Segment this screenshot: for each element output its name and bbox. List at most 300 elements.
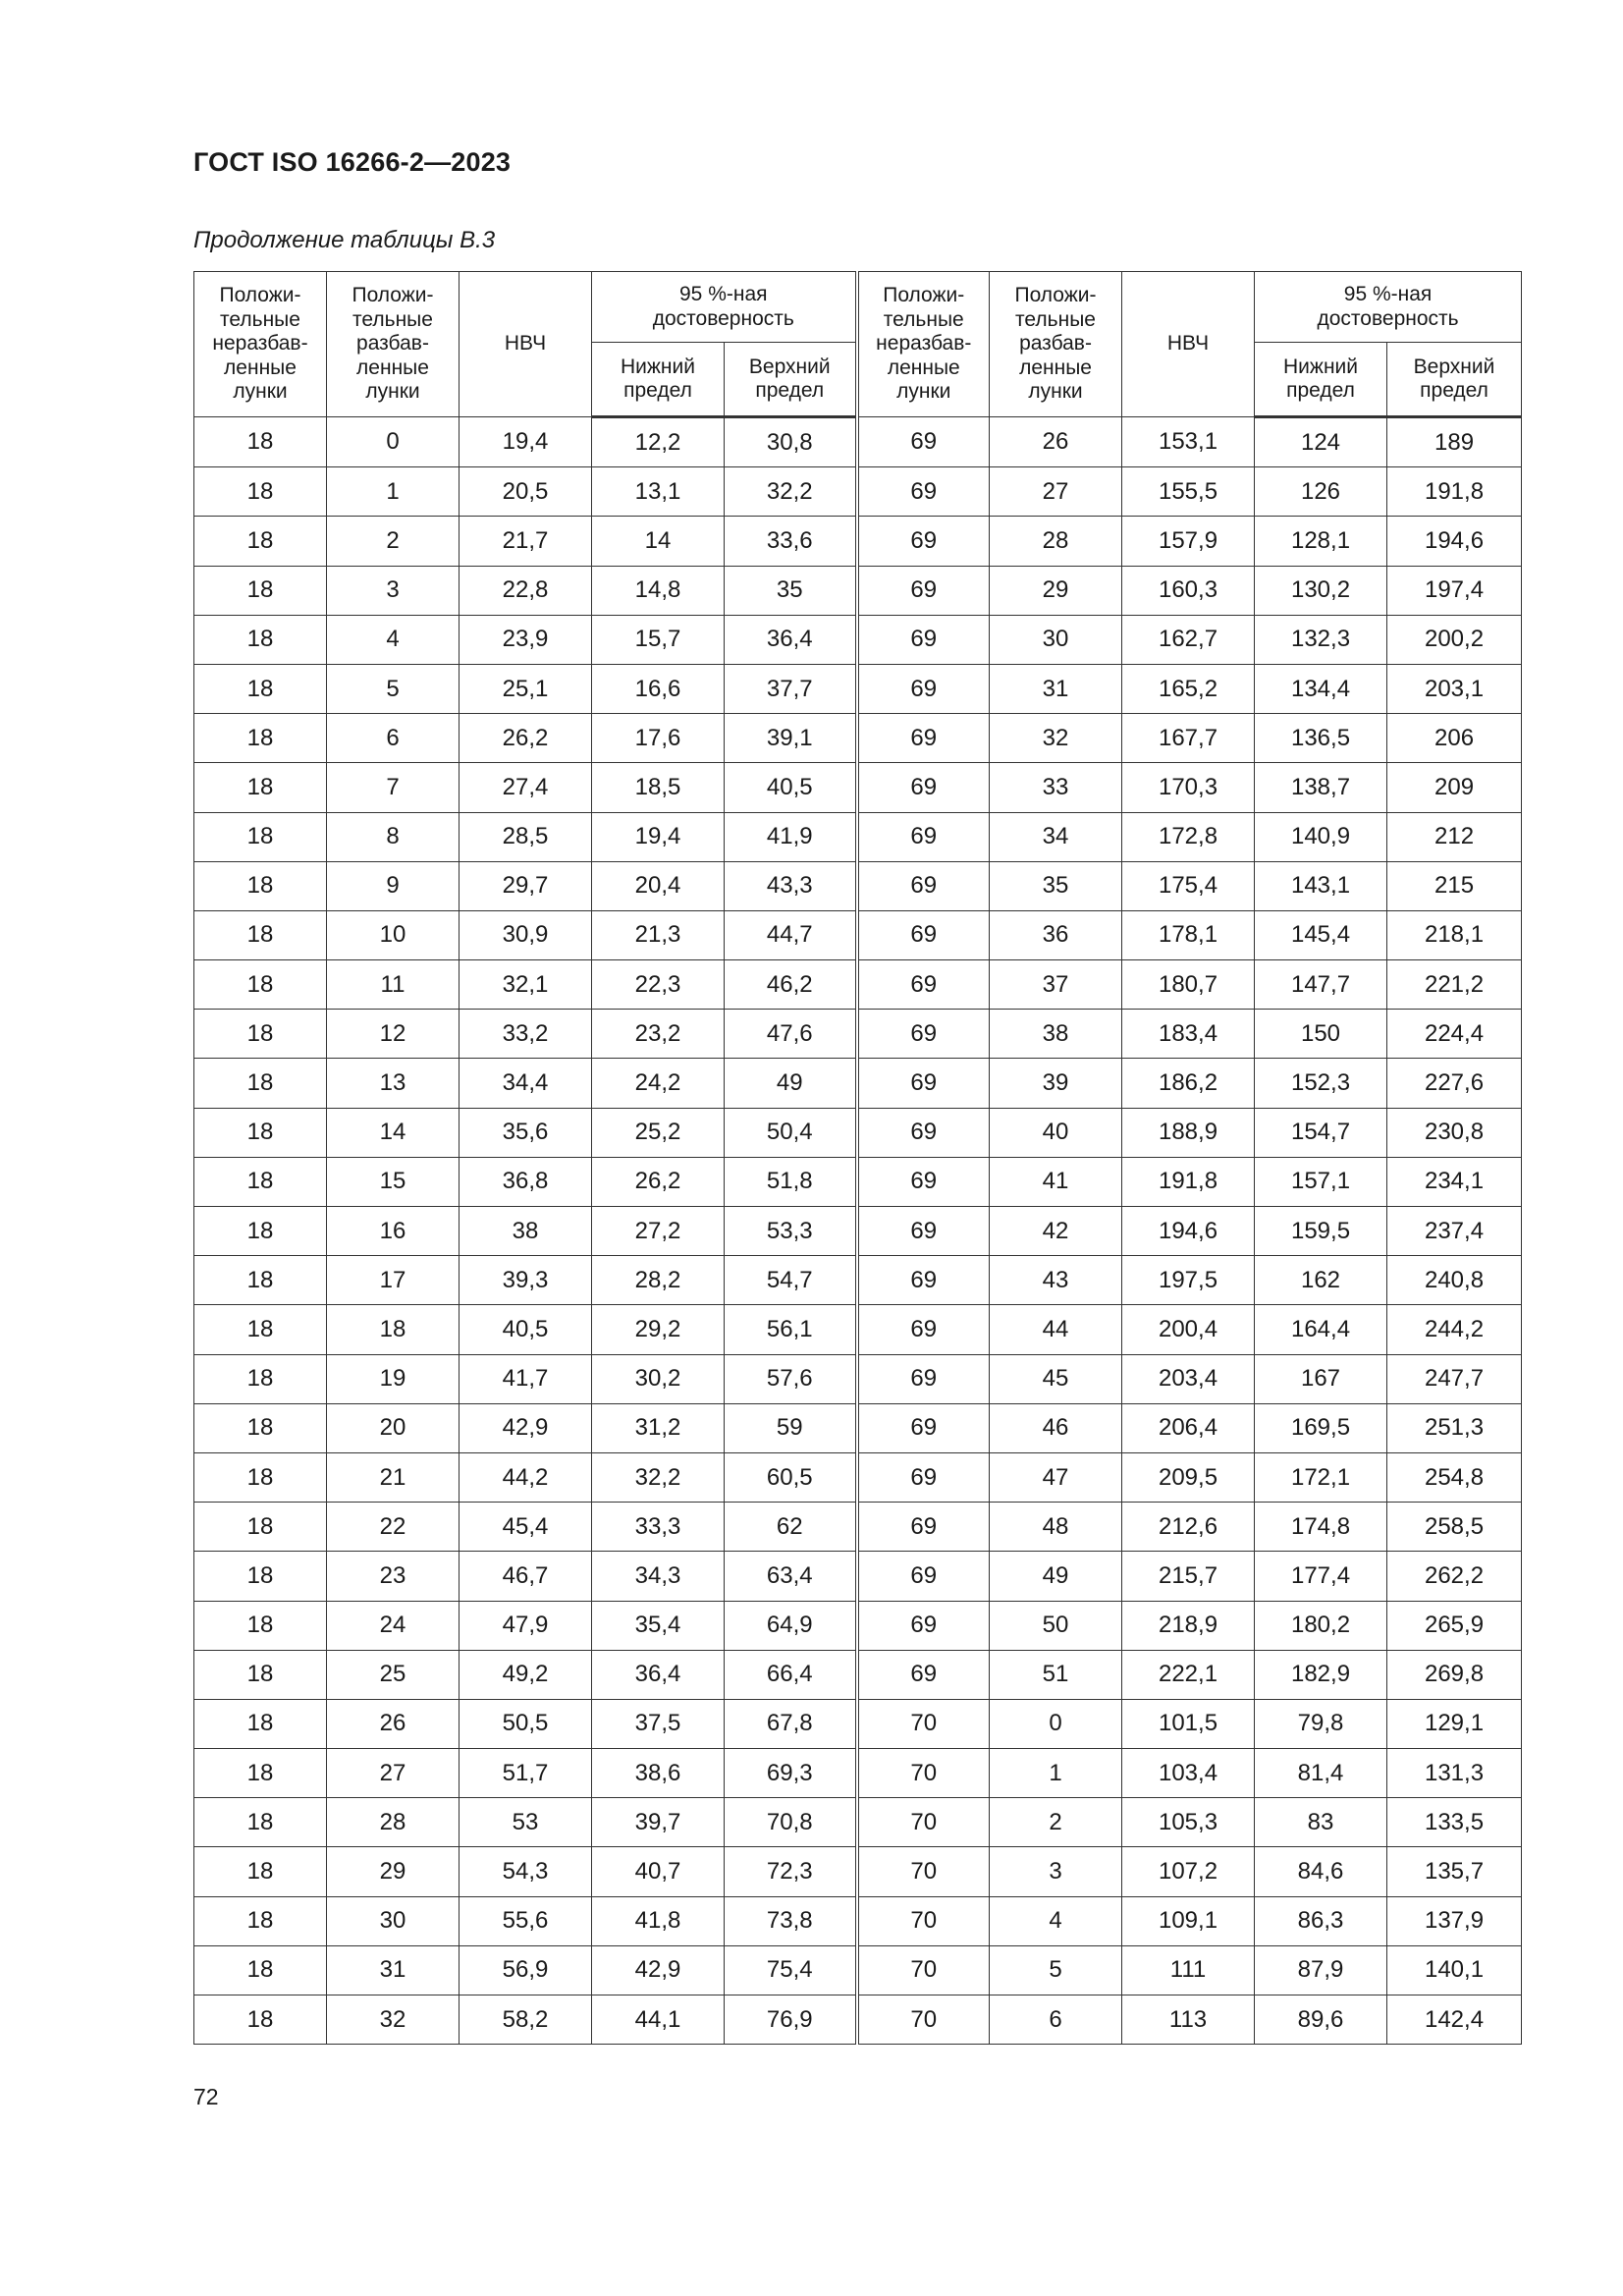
- table-cell: 175,4: [1122, 861, 1255, 910]
- table-row: [194, 1305, 1522, 1354]
- table-cell: 76,9: [725, 1995, 857, 2045]
- table-cell: 15: [327, 1157, 460, 1206]
- table-cell: 28: [327, 1798, 460, 1847]
- table-cell: 27,4: [460, 763, 592, 812]
- table-header: [194, 272, 1522, 417]
- table-cell: 8: [327, 812, 460, 861]
- table-cell: 70,8: [725, 1798, 857, 1847]
- table-cell: 25,1: [460, 664, 592, 713]
- table-cell: 109,1: [1122, 1896, 1255, 1945]
- table-cell: 162,7: [1122, 615, 1255, 664]
- table-cell: 26,2: [592, 1157, 725, 1206]
- table-cell: 69: [857, 1650, 990, 1699]
- table-cell: 22: [327, 1503, 460, 1552]
- table-cell: 86,3: [1255, 1896, 1387, 1945]
- table-cell: 165,2: [1122, 664, 1255, 713]
- table-cell: 159,5: [1255, 1207, 1387, 1256]
- table-cell: 128,1: [1255, 517, 1387, 566]
- table-cell: 1: [327, 467, 460, 517]
- header-upper-limit: Верхний предел: [1387, 343, 1522, 417]
- table-cell: 70: [857, 1699, 990, 1748]
- table-cell: 111: [1122, 1945, 1255, 1995]
- table-cell: 56,9: [460, 1945, 592, 1995]
- table-cell: 14: [592, 517, 725, 566]
- table-cell: 135,7: [1387, 1847, 1522, 1896]
- table-row: [194, 566, 1522, 615]
- table-cell: 25: [327, 1650, 460, 1699]
- header-lower-limit: Нижний предел: [592, 343, 725, 417]
- table-cell: 18: [194, 664, 327, 713]
- table-cell: 33,3: [592, 1503, 725, 1552]
- table-cell: 18: [194, 763, 327, 812]
- table-cell: 69: [857, 1108, 990, 1157]
- table-cell: 133,5: [1387, 1798, 1522, 1847]
- table-row: [194, 664, 1522, 713]
- table-row: [194, 910, 1522, 959]
- table-cell: 18: [194, 1256, 327, 1305]
- table-cell: 147,7: [1255, 960, 1387, 1010]
- table-cell: 27,2: [592, 1207, 725, 1256]
- table-cell: 50,5: [460, 1699, 592, 1748]
- table-cell: 69: [857, 1403, 990, 1452]
- table-row: [194, 1207, 1522, 1256]
- table-cell: 21,3: [592, 910, 725, 959]
- table-cell: 180,2: [1255, 1601, 1387, 1650]
- table-cell: 182,9: [1255, 1650, 1387, 1699]
- table-cell: 200,2: [1387, 615, 1522, 664]
- table-cell: 30,2: [592, 1354, 725, 1403]
- table-cell: 12: [327, 1010, 460, 1059]
- table-cell: 172,8: [1122, 812, 1255, 861]
- table-cell: 28: [990, 517, 1122, 566]
- table-cell: 41: [990, 1157, 1122, 1206]
- table-cell: 44,2: [460, 1452, 592, 1502]
- table-cell: 18: [194, 1798, 327, 1847]
- table-cell: 9: [327, 861, 460, 910]
- table-cell: 34,4: [460, 1059, 592, 1108]
- table-cell: 18: [194, 1108, 327, 1157]
- table-row: [194, 1108, 1522, 1157]
- table-cell: 18: [194, 1354, 327, 1403]
- table-cell: 70: [857, 1847, 990, 1896]
- table-row: [194, 1749, 1522, 1798]
- table-row: [194, 1403, 1522, 1452]
- table-cell: 209: [1387, 763, 1522, 812]
- table-cell: 36,4: [592, 1650, 725, 1699]
- table-cell: 178,1: [1122, 910, 1255, 959]
- table-cell: 18: [194, 1945, 327, 1995]
- table-cell: 49: [725, 1059, 857, 1108]
- table-cell: 18: [194, 1749, 327, 1798]
- table-cell: 18: [194, 1059, 327, 1108]
- table-cell: 18: [327, 1305, 460, 1354]
- table-cell: 53: [460, 1798, 592, 1847]
- table-cell: 18: [194, 1699, 327, 1748]
- table-cell: 26: [327, 1699, 460, 1748]
- table-cell: 70: [857, 1995, 990, 2045]
- table-cell: 18,5: [592, 763, 725, 812]
- table-cell: 11: [327, 960, 460, 1010]
- table-cell: 206: [1387, 714, 1522, 763]
- table-cell: 227,6: [1387, 1059, 1522, 1108]
- header-confidence: 95 %-ная достоверность: [592, 272, 857, 343]
- table-cell: 18: [194, 1552, 327, 1601]
- table-cell: 131,3: [1387, 1749, 1522, 1798]
- table-cell: 73,8: [725, 1896, 857, 1945]
- table-cell: 23: [327, 1552, 460, 1601]
- table-cell: 174,8: [1255, 1503, 1387, 1552]
- table-cell: 29,7: [460, 861, 592, 910]
- table-cell: 215: [1387, 861, 1522, 910]
- table-cell: 126: [1255, 467, 1387, 517]
- table-cell: 43: [990, 1256, 1122, 1305]
- table-cell: 41,7: [460, 1354, 592, 1403]
- table-cell: 244,2: [1387, 1305, 1522, 1354]
- table-cell: 39,3: [460, 1256, 592, 1305]
- header-positive-undiluted: Положи- тельные неразбав- ленные лунки: [857, 272, 990, 417]
- table-cell: 186,2: [1122, 1059, 1255, 1108]
- table-cell: 3: [327, 566, 460, 615]
- table-cell: 87,9: [1255, 1945, 1387, 1995]
- table-cell: 35: [725, 566, 857, 615]
- table-row: [194, 714, 1522, 763]
- table-cell: 49: [990, 1552, 1122, 1601]
- table-row: [194, 615, 1522, 664]
- table-cell: 39: [990, 1059, 1122, 1108]
- table-cell: 18: [194, 910, 327, 959]
- table-cell: 30,9: [460, 910, 592, 959]
- table-cell: 157,9: [1122, 517, 1255, 566]
- table-cell: 41,8: [592, 1896, 725, 1945]
- table-cell: 39,7: [592, 1798, 725, 1847]
- table-row: [194, 1847, 1522, 1896]
- table-cell: 50: [990, 1601, 1122, 1650]
- table-cell: 32,2: [592, 1452, 725, 1502]
- table-cell: 53,3: [725, 1207, 857, 1256]
- table-cell: 237,4: [1387, 1207, 1522, 1256]
- table-body: [194, 417, 1522, 2045]
- table-cell: 19,4: [592, 812, 725, 861]
- table-cell: 69: [857, 763, 990, 812]
- table-row: [194, 763, 1522, 812]
- table-cell: 69: [857, 1601, 990, 1650]
- table-cell: 32,1: [460, 960, 592, 1010]
- table-cell: 197,5: [1122, 1256, 1255, 1305]
- table-cell: 48: [990, 1503, 1122, 1552]
- table-cell: 169,5: [1255, 1403, 1387, 1452]
- table-cell: 69: [857, 1207, 990, 1256]
- table-cell: 47: [990, 1452, 1122, 1502]
- table-cell: 69: [857, 664, 990, 713]
- table-cell: 30: [990, 615, 1122, 664]
- table-cell: 39,1: [725, 714, 857, 763]
- table-cell: 23,2: [592, 1010, 725, 1059]
- table-cell: 172,1: [1255, 1452, 1387, 1502]
- table-cell: 1: [990, 1749, 1122, 1798]
- table-cell: 69: [857, 1503, 990, 1552]
- table-cell: 20: [327, 1403, 460, 1452]
- table-cell: 38: [460, 1207, 592, 1256]
- header-mpn: НВЧ: [460, 272, 592, 417]
- table-cell: 21,7: [460, 517, 592, 566]
- table-cell: 105,3: [1122, 1798, 1255, 1847]
- header-positive-diluted: Положи- тельные разбав- ленные лунки: [327, 272, 460, 417]
- table-cell: 262,2: [1387, 1552, 1522, 1601]
- table-cell: 153,1: [1122, 417, 1255, 467]
- table-cell: 18: [194, 1601, 327, 1650]
- mpn-table: [193, 271, 1522, 2045]
- table-cell: 28,2: [592, 1256, 725, 1305]
- table-cell: 51,8: [725, 1157, 857, 1206]
- table-cell: 69: [857, 1059, 990, 1108]
- table-cell: 10: [327, 910, 460, 959]
- table-cell: 69: [857, 714, 990, 763]
- table-cell: 188,9: [1122, 1108, 1255, 1157]
- table-cell: 4: [990, 1896, 1122, 1945]
- table-cell: 66,4: [725, 1650, 857, 1699]
- table-cell: 194,6: [1122, 1207, 1255, 1256]
- table-cell: 155,5: [1122, 467, 1255, 517]
- table-cell: 69: [857, 910, 990, 959]
- table-cell: 69: [857, 1256, 990, 1305]
- table-cell: 26,2: [460, 714, 592, 763]
- table-cell: 142,4: [1387, 1995, 1522, 2045]
- table-cell: 251,3: [1387, 1403, 1522, 1452]
- table-cell: 19,4: [460, 417, 592, 467]
- table-cell: 17,6: [592, 714, 725, 763]
- table-cell: 69: [857, 467, 990, 517]
- table-cell: 209,5: [1122, 1452, 1255, 1502]
- table-cell: 16: [327, 1207, 460, 1256]
- table-cell: 81,4: [1255, 1749, 1387, 1798]
- table-cell: 189: [1387, 417, 1522, 467]
- table-cell: 247,7: [1387, 1354, 1522, 1403]
- table-cell: 63,4: [725, 1552, 857, 1601]
- table-cell: 218,9: [1122, 1601, 1255, 1650]
- table-cell: 18: [194, 1995, 327, 2045]
- table-cell: 221,2: [1387, 960, 1522, 1010]
- table-cell: 18: [194, 517, 327, 566]
- table-cell: 14: [327, 1108, 460, 1157]
- table-cell: 34,3: [592, 1552, 725, 1601]
- table-cell: 69: [857, 1552, 990, 1601]
- table-cell: 70: [857, 1945, 990, 1995]
- table-cell: 20,5: [460, 467, 592, 517]
- table-row: [194, 417, 1522, 467]
- table-cell: 138,7: [1255, 763, 1387, 812]
- table-cell: 18: [194, 417, 327, 467]
- table-cell: 43,3: [725, 861, 857, 910]
- table-cell: 69: [857, 566, 990, 615]
- table-cell: 18: [194, 1847, 327, 1896]
- table-cell: 46,7: [460, 1552, 592, 1601]
- table-cell: 54,3: [460, 1847, 592, 1896]
- table-cell: 59: [725, 1403, 857, 1452]
- table-cell: 22,3: [592, 960, 725, 1010]
- table-cell: 24,2: [592, 1059, 725, 1108]
- table-cell: 29: [990, 566, 1122, 615]
- table-cell: 16,6: [592, 664, 725, 713]
- table-cell: 69: [857, 1010, 990, 1059]
- table-cell: 69,3: [725, 1749, 857, 1798]
- table-cell: 203,1: [1387, 664, 1522, 713]
- table-cell: 47,9: [460, 1601, 592, 1650]
- table-cell: 269,8: [1387, 1650, 1522, 1699]
- table-cell: 35,4: [592, 1601, 725, 1650]
- table-cell: 69: [857, 1354, 990, 1403]
- table-cell: 70: [857, 1896, 990, 1945]
- table-cell: 152,3: [1255, 1059, 1387, 1108]
- table-cell: 40,5: [460, 1305, 592, 1354]
- table-cell: 69: [857, 861, 990, 910]
- table-cell: 13: [327, 1059, 460, 1108]
- table-cell: 18: [194, 1452, 327, 1502]
- table-cell: 3: [990, 1847, 1122, 1896]
- table-cell: 206,4: [1122, 1403, 1255, 1452]
- table-cell: 89,6: [1255, 1995, 1387, 2045]
- table-row: [194, 812, 1522, 861]
- table-cell: 18: [194, 1305, 327, 1354]
- table-cell: 132,3: [1255, 615, 1387, 664]
- table-cell: 212,6: [1122, 1503, 1255, 1552]
- table-cell: 103,4: [1122, 1749, 1255, 1798]
- table-cell: 222,1: [1122, 1650, 1255, 1699]
- table-cell: 51,7: [460, 1749, 592, 1798]
- document-title: ГОСТ ISO 16266-2—2023: [193, 147, 512, 177]
- table-cell: 134,4: [1255, 664, 1387, 713]
- table-row: [194, 517, 1522, 566]
- table-row: [194, 1157, 1522, 1206]
- table-cell: 56,1: [725, 1305, 857, 1354]
- table-cell: 47,6: [725, 1010, 857, 1059]
- table-cell: 154,7: [1255, 1108, 1387, 1157]
- header-mpn: НВЧ: [1122, 272, 1255, 417]
- table-cell: 200,4: [1122, 1305, 1255, 1354]
- table-cell: 21: [327, 1452, 460, 1502]
- table-cell: 230,8: [1387, 1108, 1522, 1157]
- table-cell: 40,7: [592, 1847, 725, 1896]
- table-cell: 70: [857, 1749, 990, 1798]
- table-cell: 167,7: [1122, 714, 1255, 763]
- table-cell: 18: [194, 861, 327, 910]
- table-cell: 69: [857, 1305, 990, 1354]
- table-cell: 22,8: [460, 566, 592, 615]
- table-cell: 31: [327, 1945, 460, 1995]
- table-cell: 40: [990, 1108, 1122, 1157]
- table-cell: 25,2: [592, 1108, 725, 1157]
- table-cell: 167: [1255, 1354, 1387, 1403]
- table-cell: 15,7: [592, 615, 725, 664]
- table-cell: 17: [327, 1256, 460, 1305]
- table-cell: 69: [857, 615, 990, 664]
- table-cell: 64,9: [725, 1601, 857, 1650]
- table-cell: 36,8: [460, 1157, 592, 1206]
- table-cell: 34: [990, 812, 1122, 861]
- table-cell: 180,7: [1122, 960, 1255, 1010]
- table-cell: 50,4: [725, 1108, 857, 1157]
- table-cell: 44,1: [592, 1995, 725, 2045]
- table-cell: 38,6: [592, 1749, 725, 1798]
- table-cell: 27: [327, 1749, 460, 1798]
- table-cell: 157,1: [1255, 1157, 1387, 1206]
- table-cell: 191,8: [1387, 467, 1522, 517]
- header-positive-diluted: Положи- тельные разбав- ленные лунки: [990, 272, 1122, 417]
- table-cell: 75,4: [725, 1945, 857, 1995]
- table-cell: 0: [327, 417, 460, 467]
- table-row: [194, 1699, 1522, 1748]
- table-cell: 183,4: [1122, 1010, 1255, 1059]
- table-row: [194, 1896, 1522, 1945]
- table-cell: 49,2: [460, 1650, 592, 1699]
- table-caption: Продолжение таблицы В.3: [193, 227, 496, 253]
- table-row: [194, 1601, 1522, 1650]
- table-cell: 41,9: [725, 812, 857, 861]
- table-cell: 55,6: [460, 1896, 592, 1945]
- table-cell: 18: [194, 1207, 327, 1256]
- table-cell: 18: [194, 1503, 327, 1552]
- table-cell: 18: [194, 615, 327, 664]
- table-cell: 31: [990, 664, 1122, 713]
- table-cell: 37,5: [592, 1699, 725, 1748]
- table-cell: 136,5: [1255, 714, 1387, 763]
- table-row: [194, 1354, 1522, 1403]
- table-cell: 18: [194, 1403, 327, 1452]
- table-cell: 130,2: [1255, 566, 1387, 615]
- table-cell: 164,4: [1255, 1305, 1387, 1354]
- table-cell: 32: [327, 1995, 460, 2045]
- table-cell: 113: [1122, 1995, 1255, 2045]
- table-cell: 24: [327, 1601, 460, 1650]
- table-cell: 124: [1255, 417, 1387, 467]
- table-cell: 18: [194, 1157, 327, 1206]
- table-cell: 254,8: [1387, 1452, 1522, 1502]
- table-cell: 29,2: [592, 1305, 725, 1354]
- table-cell: 18: [194, 960, 327, 1010]
- table-row: [194, 960, 1522, 1010]
- table-cell: 129,1: [1387, 1699, 1522, 1748]
- table-cell: 0: [990, 1699, 1122, 1748]
- table-cell: 107,2: [1122, 1847, 1255, 1896]
- table-cell: 215,7: [1122, 1552, 1255, 1601]
- table-cell: 44,7: [725, 910, 857, 959]
- table-cell: 84,6: [1255, 1847, 1387, 1896]
- table-cell: 69: [857, 417, 990, 467]
- table-cell: 2: [990, 1798, 1122, 1847]
- table-cell: 5: [990, 1945, 1122, 1995]
- table-cell: 203,4: [1122, 1354, 1255, 1403]
- table-row: [194, 1798, 1522, 1847]
- table-cell: 60,5: [725, 1452, 857, 1502]
- table-cell: 265,9: [1387, 1601, 1522, 1650]
- table-cell: 160,3: [1122, 566, 1255, 615]
- table-cell: 45: [990, 1354, 1122, 1403]
- table-row: [194, 1059, 1522, 1108]
- table-cell: 197,4: [1387, 566, 1522, 615]
- table-row: [194, 1256, 1522, 1305]
- table-cell: 150: [1255, 1010, 1387, 1059]
- table-cell: 69: [857, 1157, 990, 1206]
- header-upper-limit: Верхний предел: [725, 343, 857, 417]
- table-cell: 33,6: [725, 517, 857, 566]
- table-cell: 224,4: [1387, 1010, 1522, 1059]
- table-cell: 258,5: [1387, 1503, 1522, 1552]
- header-lower-limit: Нижний предел: [1255, 343, 1387, 417]
- table-cell: 234,1: [1387, 1157, 1522, 1206]
- table-cell: 30,8: [725, 417, 857, 467]
- table-cell: 33,2: [460, 1010, 592, 1059]
- table-cell: 44: [990, 1305, 1122, 1354]
- table-row: [194, 1010, 1522, 1059]
